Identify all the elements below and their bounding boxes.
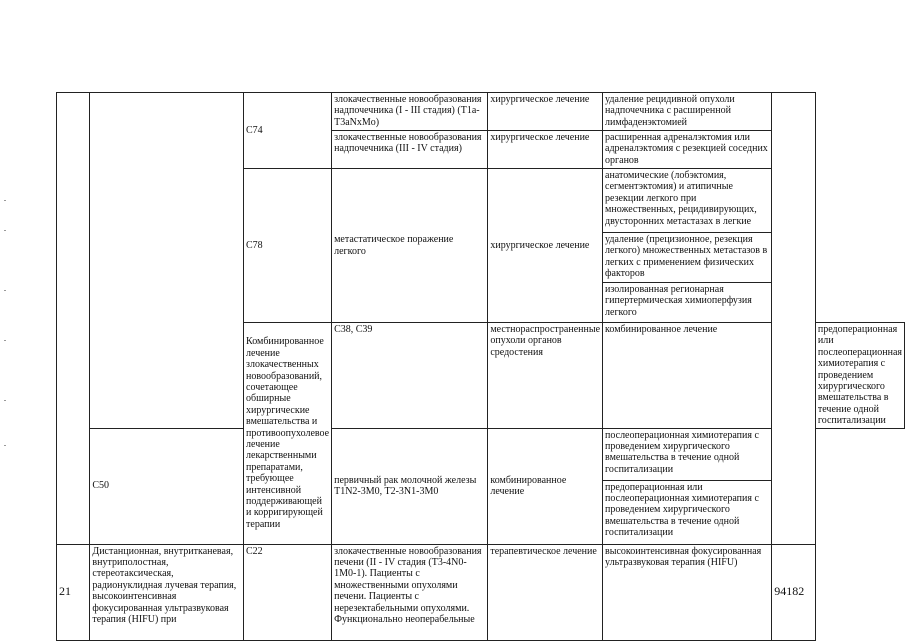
treatment-cell: хирургическое лечение	[488, 93, 603, 131]
code-cell: C50	[90, 428, 244, 544]
code-cell: C38, C39	[332, 323, 488, 429]
method-cell: послеоперационная химиотерапия с проведением хирургического вмешательства в течение одной госпитализации	[603, 428, 772, 480]
diagnosis-cell: метастатическое поражение легкого	[332, 169, 488, 323]
method-cell: анатомические (лобэктомия, сегментэктомия) и атипичные резекции легкого при множественных, рецидивирующих, двусторонних метастазах в легкие	[603, 169, 772, 233]
treatment-cell: комбинированное лечение	[488, 428, 603, 544]
treatment-cell: хирургическое лечение	[488, 131, 603, 169]
price-cell: 94182	[772, 544, 816, 640]
care-type-cell: Комбинированное лечение злокачественных новообразований, сочетающее обширные хирургические вмешательства и противоопухолевое лечение лекарственными препаратами, требующее интенсивной поддерживающей и корригирующей терапии	[244, 323, 332, 545]
code-cell: C78	[244, 169, 332, 323]
medical-care-table	[56, 92, 905, 641]
care-type-cell: Дистанционная, внутритканевая, внутриполостная, стереотаксическая, радионуклидная лучевая терапия, высокоинтенсивная фокусированная ультразвуковая терапия (HIFU) при	[90, 544, 244, 640]
method-cell: предоперационная или послеоперационная химиотерапия с проведением хирургического вмешательства в течение одной госпитализации	[603, 480, 772, 544]
method-cell: расширенная адреналэктомия или адреналэктомия с резекцией соседних органов	[603, 131, 772, 169]
margin-marks	[4, 200, 7, 450]
method-cell: удаление рецидивной опухоли надпочечника с расширенной лимфаденэктомией	[603, 93, 772, 131]
diagnosis-cell: злокачественные новообразования надпочечника (III - IV стадия)	[332, 131, 488, 169]
method-cell: высокоинтенсивная фокусированная ультразвуковая терапия (HIFU)	[603, 544, 772, 640]
number-cell-empty	[57, 93, 90, 545]
diagnosis-cell: первичный рак молочной железы T1N2-3M0, T2-3N1-3M0	[332, 428, 488, 544]
table-row	[57, 93, 905, 131]
code-cell: C22	[244, 544, 332, 640]
care-type-cell-empty	[90, 93, 244, 429]
treatment-cell: комбинированное лечение	[603, 323, 772, 429]
table-row	[57, 544, 905, 640]
row-number-cell: 21	[57, 544, 90, 640]
method-cell: изолированная регионарная гипертермическая химиоперфузия легкого	[603, 283, 772, 323]
method-cell: предоперационная или послеоперационная химиотерапия с проведением хирургического вмешательства в течение одной госпитализации	[815, 323, 904, 429]
diagnosis-cell: злокачественные новообразования надпочечника (I - III стадия) (T1a-T3aNxMo)	[332, 93, 488, 131]
price-cell-empty	[772, 93, 816, 545]
method-cell: удаление (прецизионное, резекция легкого) множественных метастазов в легких с применением физических факторов	[603, 233, 772, 283]
diagnosis-cell: местнораспространенные опухоли органов средостения	[488, 323, 603, 429]
treatment-cell: хирургическое лечение	[488, 169, 603, 323]
treatment-cell: терапевтическое лечение	[488, 544, 603, 640]
diagnosis-cell: злокачественные новообразования печени (II - IV стадия (T3-4N0-1M0-1). Пациенты с множественными опухолями печени. Пациенты с нерезектабельными опухолями. Функционально неоперабельные	[332, 544, 488, 640]
code-cell: C74	[244, 93, 332, 169]
